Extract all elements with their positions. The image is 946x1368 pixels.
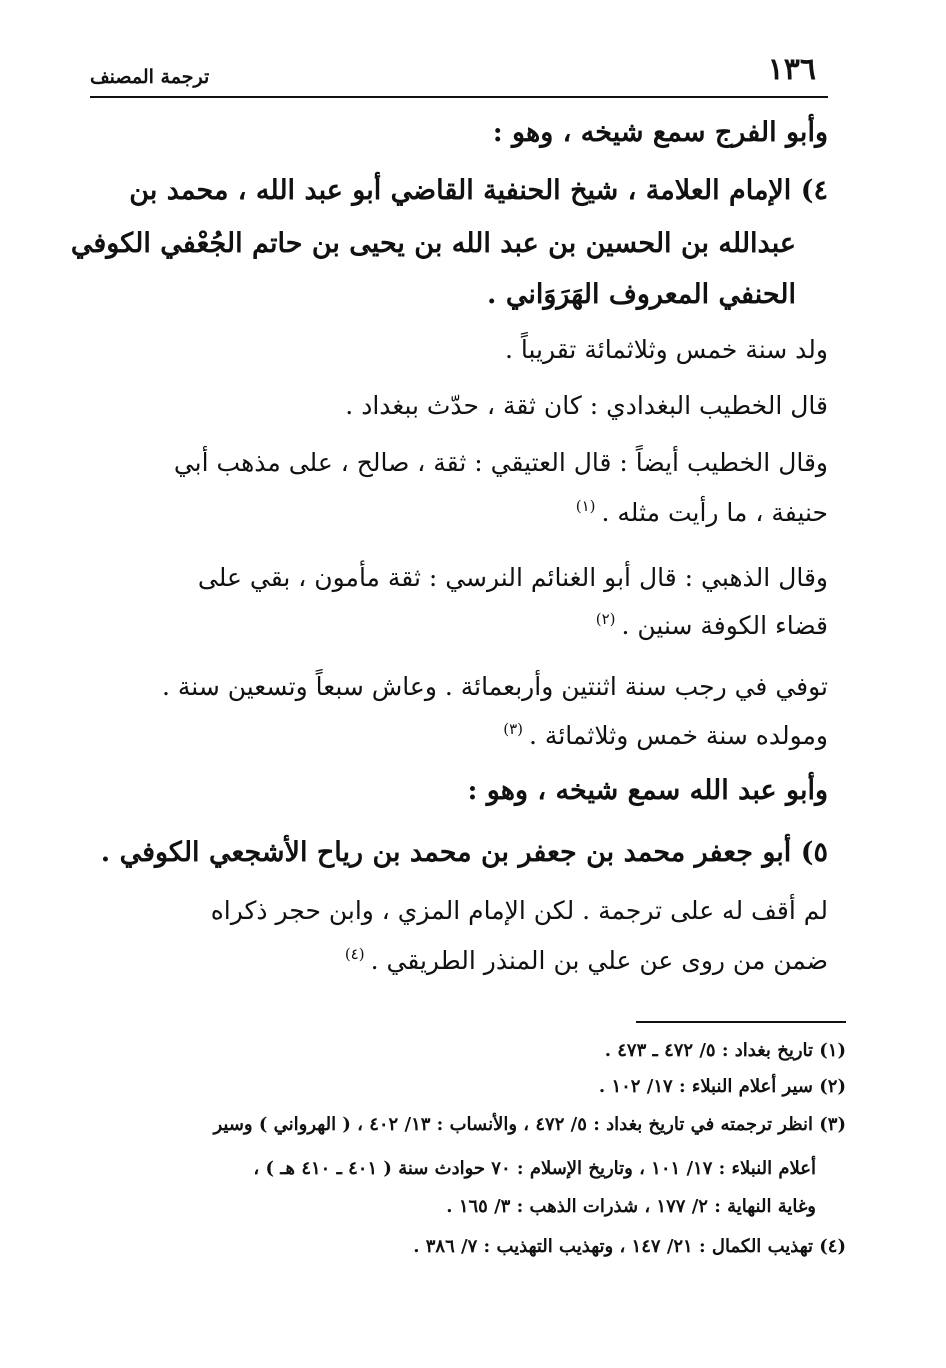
- khatib-atiqi-line-2: [100, 487, 828, 542]
- dhahabi-text: قضاء الكوفة سنين .: [621, 611, 828, 640]
- dhahabi-line-2: [100, 600, 828, 655]
- entry-4-line-3: الحنفي المعروف الهَرَوَاني .: [487, 279, 796, 310]
- footnote-ref-1: (١): [575, 497, 596, 515]
- footnote-3-line-2: أعلام النبلاء : ١٧/ ١٠١ ، وتاريخ الإسلام : ٧٠ حوادث سنة ( ٤٠١ ـ ٤١٠ هـ ) ،: [253, 1158, 816, 1179]
- footnote-1: (١) تاريخ بغداد : ٥/ ٤٧٢ ـ ٤٧٣ .: [604, 1040, 846, 1061]
- paragraph-1: وأبو الفرج سمع شيخه ، وهو :: [492, 117, 828, 148]
- death-line-2: [100, 710, 828, 765]
- entry-5: ٥) أبو جعفر محمد بن جعفر بن محمد بن رياح الأشجعي الكوفي .: [100, 837, 828, 868]
- no-biography-line-1: لم أقف له على ترجمة . لكن الإمام المزي ، وابن حجر ذكراه: [210, 896, 828, 925]
- header-divider: [90, 96, 828, 98]
- footnote-ref-2: (٢): [595, 610, 616, 628]
- page-header: [90, 52, 828, 94]
- birth-paragraph: ولد سنة خمس وثلاثمائة تقريباً .: [504, 335, 828, 364]
- footnote-3-line-3: وغاية النهاية : ٢/ ١٧٧ ، شذرات الذهب : ٣/ ١٦٥ .: [446, 1196, 816, 1217]
- no-biography-text: ضمن من روى عن علي بن المنذر الطريقي .: [370, 946, 828, 975]
- paragraph-8: وأبو عبد الله سمع شيخه ، وهو :: [467, 775, 828, 806]
- khatib-atiqi-line-1: وقال الخطيب أيضاً : قال العتيقي : ثقة ، صالح ، على مذهب أبي: [173, 448, 828, 477]
- footnote-ref-4: (٤): [344, 945, 365, 963]
- no-biography-line-2: [100, 935, 828, 990]
- death-line-1: توفي في رجب سنة اثنتين وأربعمائة . وعاش سبعاً وتسعين سنة .: [162, 672, 828, 701]
- running-title: ترجمة المصنف: [90, 66, 210, 88]
- entry-4-line-1: ٤) الإمام العلامة ، شيخ الحنفية القاضي أبو عبد الله ، محمد بن: [129, 175, 828, 206]
- khatib-atiqi-text: حنيفة ، ما رأيت مثله .: [601, 498, 828, 527]
- footnote-divider: [636, 1021, 846, 1023]
- dhahabi-line-1: وقال الذهبي : قال أبو الغنائم النرسي : ثقة مأمون ، بقي على: [197, 563, 828, 592]
- footnote-4: (٤) تهذيب الكمال : ٢١/ ١٤٧ ، وتهذيب التهذيب : ٧/ ٣٨٦ .: [413, 1236, 846, 1257]
- death-text: ومولده سنة خمس وثلاثمائة .: [529, 721, 828, 750]
- khatib-paragraph: قال الخطيب البغدادي : كان ثقة ، حدّث ببغداد .: [345, 391, 828, 420]
- footnote-ref-3: (٣): [503, 720, 524, 738]
- page-number: ١٣٦: [767, 52, 816, 87]
- footnote-2: (٢) سير أعلام النبلاء : ١٧/ ١٠٢ .: [598, 1076, 846, 1097]
- entry-4-line-2: عبدالله بن الحسين بن عبد الله بن يحيى بن حاتم الجُعْفي الكوفي: [70, 228, 796, 259]
- footnote-3-line-1: (٣) انظر ترجمته في تاريخ بغداد : ٥/ ٤٧٢ ، والأنساب : ١٣/ ٤٠٢ ، ( الهرواني ) وسير: [213, 1114, 846, 1135]
